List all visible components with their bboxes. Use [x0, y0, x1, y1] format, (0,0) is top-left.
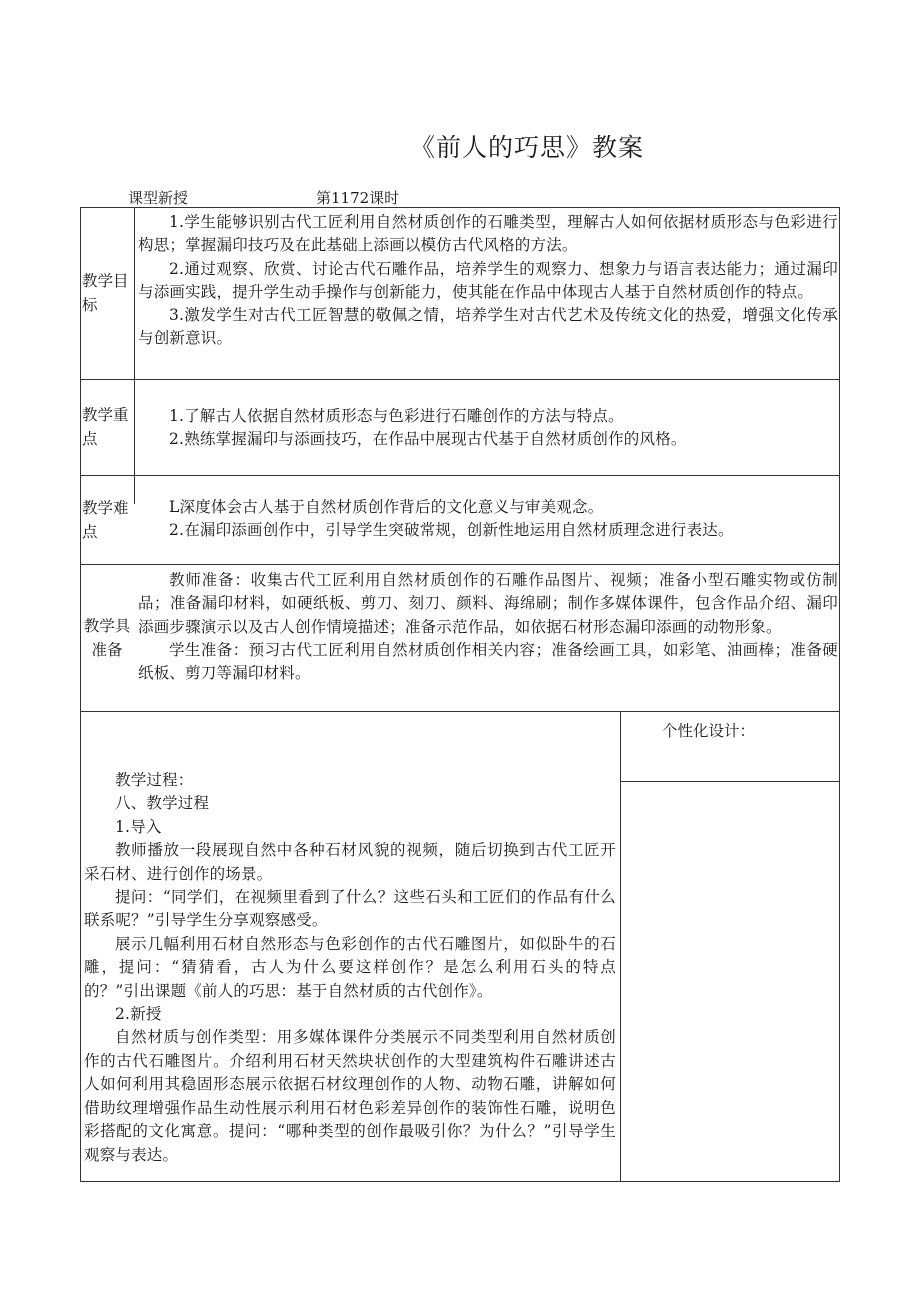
row-divider-3 [80, 564, 840, 565]
key-point-2: 2.熟练掌握漏印与添画技巧，在作品中展现古代基于自然材质创作的风格。 [169, 430, 687, 449]
row-divider-2 [80, 475, 840, 476]
difficulties-label: 教学难点 [82, 498, 129, 541]
process-paragraph-2: 提问：“同学们，在视频里看到了什么？这些石头和工匠们的作品有什么联系呢？”引导学生分享观察感受。 [84, 888, 616, 930]
difficulty-2: 2.在漏印添画创作中，引导学生突破常规，创新性地运用自然材质理念进行表达。 [169, 521, 734, 540]
table-border-bottom [80, 1181, 840, 1182]
preparation-label: 教学具准备 [83, 616, 131, 659]
process-heading: 教学过程： [115, 771, 194, 789]
key-points-label: 教学重点 [82, 406, 129, 448]
lesson-plan-table [80, 207, 840, 1182]
row-divider-5 [80, 711, 840, 712]
objective-3: 3.激发学生对古代工匠智慧的敬佩之情，培养学生对古代艺术及传统文化的热爱，增强文化传承与创新意识。 [138, 306, 838, 348]
side-cell-divider [620, 781, 840, 782]
teacher-preparation: 教师准备：收集古代工匠利用自然材质创作的石雕作品图片、视频；准备小型石雕实物或仿制品；准备漏印材料，如硬纸板、剪刀、刻刀、颜料、海绵刷；制作多媒体课件，包含作品介绍、漏印添画步骤演示以及古人创作情境描述；准备示范作品，如依据石材形态漏印添画的动物形象。 [138, 571, 838, 636]
process-paragraph-3: 展示几幅利用石材自然形态与色彩创作的古代石雕图片，如似卧牛的石雕，提问：“猜猜看，古人为什么要这样创作？是怎么利用石头的特点的？”引出课题《前人的巧思：基于自然材质的古代创作》。 [84, 934, 616, 1000]
page-title: 《前人的巧思》教案 [410, 133, 645, 162]
objectives-text [138, 211, 838, 351]
process-step-2: 2.新授 [115, 1005, 162, 1024]
process-paragraph-4: 自然材质与创作类型：用多媒体课件分类展示不同类型利用自然材质创作的古代石雕图片。介绍利用石材天然块状创作的大型建筑构件石雕讲述古人如何利用其稳固形态展示依据石材纹理创作的人物、动物石雕，讲解如何借助纹理增强作品生动性展示利用石材色彩差异创作的装饰性石雕，说明色彩搭配的文化寓意。提问：“哪种类型的创作最吸引你？为什么？”引导学生观察与表达。 [84, 1028, 616, 1164]
preparation-text [138, 569, 838, 685]
lesson-type: 课型新授 [128, 189, 189, 207]
process-section: 八、教学过程 [115, 794, 210, 813]
difficulties-text [138, 496, 838, 543]
objective-2: 2.通过观察、欣赏、讨论古代石雕作品，培养学生的观察力、想象力与语言表达能力；通过漏印与添画实践，提升学生动手操作与创新能力，使其能在作品中体现古人基于自然材质创作的特点。 [138, 259, 838, 301]
student-preparation: 学生准备：预习古代工匠利用自然材质创作相关内容；准备绘画工具，如彩笔、油画棒；准备硬纸板、剪刀等漏印材料。 [138, 640, 838, 683]
process-paragraph-1: 教师播放一段展现自然中各种石材风貌的视频，随后切换到古代工匠开采石材、进行创作的场景。 [84, 841, 616, 883]
objective-1: 1.学生能够识别古代工匠利用自然材质创作的石雕类型，理解古人如何依据材质形态与色彩进行构思；掌握漏印技巧及在此基础上添画以模仿古代风格的方法。 [138, 213, 838, 255]
teaching-process [84, 769, 616, 1167]
label-column-divider [134, 207, 135, 504]
lesson-period: 第1172课时 [316, 189, 400, 207]
table-border-top [80, 207, 840, 208]
difficulty-1: L深度体会古人基于自然材质创作背后的文化意义与审美观念。 [169, 498, 604, 516]
table-border-right [839, 207, 840, 1182]
key-points-text [138, 405, 838, 452]
key-point-1: 1.了解古人依据自然材质形态与色彩进行石雕创作的方法与特点。 [169, 407, 624, 425]
process-step-1: 1.导入 [115, 817, 162, 836]
row-divider-1 [80, 379, 840, 380]
objectives-label: 教学目标 [82, 272, 129, 314]
personal-design-label: 个性化设计： [662, 722, 756, 740]
